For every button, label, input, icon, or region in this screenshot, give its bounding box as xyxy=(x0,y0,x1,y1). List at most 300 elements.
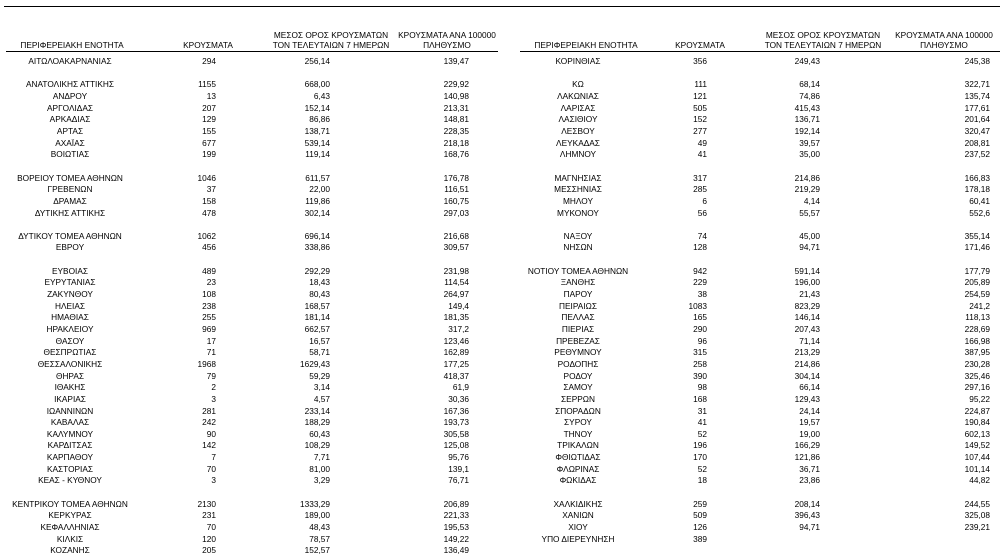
right-cell-cases: 121 xyxy=(693,91,707,101)
left-cell-per100k: 149,22 xyxy=(443,533,469,544)
right-cell-avg7: 214,86 xyxy=(794,172,820,183)
right-cell-per100k: 322,71 xyxy=(964,79,990,90)
left-cell-cases: 1155 xyxy=(198,79,216,90)
right-cell-region: ΣΑΜΟΥ xyxy=(563,382,593,393)
left-cell-region: ΘΑΣΟΥ xyxy=(55,335,85,346)
left-cell-avg7: 189,00 xyxy=(304,510,330,521)
left-cell-cases: 158 xyxy=(202,195,216,206)
left-cell-region: ΗΛΕΙΑΣ xyxy=(54,300,86,311)
left-cell-region: ΑΝΑΤΟΛΙΚΗΣ ΑΤΤΙΚΗΣ xyxy=(25,79,115,90)
right-cell-region: ΦΩΚΙΔΑΣ xyxy=(559,475,597,486)
header-region-right: ΠΕΡΙΦΕΡΕΙΑΚΗ ΕΝΟΤΗΤΑ xyxy=(534,40,638,50)
left-cell-region: ΚΑΡΠΑΘΟΥ xyxy=(46,452,94,463)
right-cell-avg7: 823,29 xyxy=(794,300,820,311)
left-cell-cases: 70 xyxy=(206,463,216,474)
left-cell-avg7: 22,00 xyxy=(309,184,330,195)
right-cell-avg7: 94,71 xyxy=(799,242,820,253)
left-cell-cases: 242 xyxy=(202,417,216,428)
right-cell-region: ΜΑΓΝΗΣΙΑΣ xyxy=(554,172,602,183)
right-cell-cases: 6 xyxy=(702,195,707,206)
left-cell-avg7: 58,71 xyxy=(309,347,330,358)
left-cell-cases: 142 xyxy=(202,440,216,451)
left-cell-per100k: 177,25 xyxy=(443,358,469,369)
left-cell-avg7: 188,29 xyxy=(304,417,330,428)
left-cell-cases: 969 xyxy=(202,323,216,334)
left-cell-avg7: 60,43 xyxy=(309,428,330,439)
right-cell-region: ΛΑΣΙΘΙΟΥ xyxy=(558,114,598,125)
left-cell-avg7: 302,14 xyxy=(304,207,330,218)
left-cell-per100k: 193,73 xyxy=(443,417,469,428)
left-cell-cases: 294 xyxy=(202,56,216,66)
right-cell-per100k: 166,98 xyxy=(964,335,990,346)
left-cell-per100k: 206,89 xyxy=(443,498,469,509)
left-cell-cases: 231 xyxy=(202,510,216,521)
right-cell-per100k: 149,52 xyxy=(964,440,990,451)
left-cell-cases: 17 xyxy=(206,335,216,346)
right-cell-per100k: 239,21 xyxy=(964,522,990,532)
right-cell-region: ΧΑΝΙΩΝ xyxy=(562,510,594,521)
right-cell-cases: 168 xyxy=(693,393,707,404)
left-cell-avg7: 1333,29 xyxy=(300,498,330,509)
right-cell-region: ΦΘΙΩΤΙΔΑΣ xyxy=(555,452,601,463)
right-cell-region: ΧΑΛΚΙΔΙΚΗΣ xyxy=(553,498,603,509)
header-avg7-right: ΜΕΣΟΣ ΟΡΟΣ ΚΡΟΥΣΜΑΤΩΝ ΤΟΝ ΤΕΛΕΥΤΑΙΩΝ 7 ΗΜΕΡΩΝ xyxy=(764,30,882,50)
right-cell-cases: 98 xyxy=(697,382,707,393)
right-cell-per100k: 208,81 xyxy=(964,137,990,148)
left-cell-per100k: 139,1 xyxy=(448,463,469,474)
right-cell-cases: 128 xyxy=(693,242,707,253)
right-cell-per100k: 320,47 xyxy=(964,125,990,136)
left-cell-per100k: 116,51 xyxy=(444,184,469,195)
right-cell-cases: 52 xyxy=(697,463,707,474)
right-cell-per100k: 166,83 xyxy=(964,172,990,183)
right-cell-per100k: 254,59 xyxy=(964,289,990,299)
left-cell-region: ΚΕΡΚΥΡΑΣ xyxy=(48,510,92,521)
left-cell-avg7: 696,14 xyxy=(304,230,330,241)
right-cell-avg7: 21,43 xyxy=(799,289,820,299)
left-cell-per100k: 123,46 xyxy=(443,335,469,346)
left-cell-region: ΑΙΤΩΛΟΑΚΑΡΝΑΝΙΑΣ xyxy=(28,56,112,66)
left-cell-region: ΑΝΔΡΟΥ xyxy=(52,91,88,101)
right-cell-cases: 356 xyxy=(693,56,707,66)
right-cell-per100k: 107,44 xyxy=(964,452,990,463)
left-cell-avg7: 86,86 xyxy=(309,114,330,125)
left-cell-per100k: 213,31 xyxy=(443,102,469,113)
right-cell-region: ΤΗΝΟΥ xyxy=(563,428,593,439)
left-cell-cases: 489 xyxy=(202,265,216,276)
left-cell-avg7: 138,71 xyxy=(304,125,330,136)
left-cell-region: ΒΟΡΕΙΟΥ ΤΟΜΕΑ ΑΘΗΝΩΝ xyxy=(17,172,123,183)
left-cell-region: ΓΡΕΒΕΝΩΝ xyxy=(47,184,93,195)
left-cell-cases: 7 xyxy=(211,452,216,463)
left-cell-cases: 1968 xyxy=(197,358,216,369)
right-cell-cases: 1083 xyxy=(688,300,707,311)
left-cell-per100k: 168,76 xyxy=(443,149,469,160)
right-cell-region: ΡΟΔΟΥ xyxy=(563,370,593,381)
right-cell-per100k: 355,14 xyxy=(964,230,990,241)
right-cell-cases: 41 xyxy=(697,149,707,160)
right-cell-cases: 170 xyxy=(693,452,707,463)
right-cell-avg7: 39,57 xyxy=(799,137,820,148)
left-cell-cases: 79 xyxy=(206,370,216,381)
left-cell-per100k: 216,68 xyxy=(443,230,469,241)
header-per100k-left: ΚΡΟΥΣΜΑΤΑ ΑΝΑ 100000 ΠΛΗΘΥΣΜΟ xyxy=(398,30,496,50)
left-cell-region: ΔΥΤΙΚΗΣ ΑΤΤΙΚΗΣ xyxy=(34,207,106,218)
right-cell-avg7: 74,86 xyxy=(799,91,820,101)
left-cell-per100k: 61,9 xyxy=(452,382,469,393)
left-cell-avg7: 7,71 xyxy=(313,452,330,463)
right-cell-avg7: 4,14 xyxy=(803,195,820,206)
left-cell-region: ΘΕΣΣΑΛΟΝΙΚΗΣ xyxy=(37,358,103,369)
left-cell-region: ΚΕΦΑΛΛΗΝΙΑΣ xyxy=(40,522,100,532)
right-cell-cases: 315 xyxy=(693,347,707,358)
left-cell-avg7: 3,14 xyxy=(313,382,330,393)
left-cell-per100k: 30,36 xyxy=(448,393,469,404)
header-cases-left: ΚΡΟΥΣΜΑΤΑ xyxy=(183,40,233,50)
left-cell-region: ΚΟΖΑΝΗΣ xyxy=(50,545,90,556)
right-cell-region: ΣΥΡΟΥ xyxy=(564,417,592,428)
right-cell-cases: 942 xyxy=(693,265,707,276)
right-cell-avg7: 23,86 xyxy=(799,475,820,486)
left-cell-avg7: 292,29 xyxy=(304,265,330,276)
left-cell-per100k: 309,57 xyxy=(443,242,469,253)
left-cell-avg7: 152,57 xyxy=(304,545,330,556)
left-cell-avg7: 256,14 xyxy=(304,56,330,66)
right-cell-cases: 126 xyxy=(693,522,707,532)
right-cell-region: ΠΡΕΒΕΖΑΣ xyxy=(556,335,600,346)
right-cell-cases: 389 xyxy=(693,533,707,544)
left-cell-cases: 90 xyxy=(206,428,216,439)
left-cell-per100k: 162,89 xyxy=(443,347,469,358)
left-cell-region: ΔΡΑΜΑΣ xyxy=(53,195,87,206)
right-cell-region: ΠΑΡΟΥ xyxy=(563,289,593,299)
right-cell-region: ΧΙΟΥ xyxy=(568,522,588,532)
left-cell-region: ΗΜΑΘΙΑΣ xyxy=(51,312,89,323)
header-underline-left xyxy=(6,51,498,52)
right-cell-region: ΦΛΩΡΙΝΑΣ xyxy=(556,463,600,474)
left-cell-per100k: 136,49 xyxy=(443,545,469,556)
left-cell-avg7: 168,57 xyxy=(304,300,330,311)
left-cell-avg7: 3,29 xyxy=(313,475,330,486)
left-cell-cases: 456 xyxy=(202,242,216,253)
right-cell-per100k: 135,74 xyxy=(964,91,990,101)
right-cell-cases: 56 xyxy=(697,207,707,218)
right-cell-avg7: 55,57 xyxy=(799,207,820,218)
right-cell-avg7: 136,71 xyxy=(794,114,820,125)
right-cell-region: ΛΕΥΚΑΔΑΣ xyxy=(556,137,600,148)
left-cell-avg7: 668,00 xyxy=(304,79,330,90)
right-cell-region: ΠΕΙΡΑΙΩΣ xyxy=(559,300,597,311)
left-cell-per100k: 221,33 xyxy=(443,510,469,521)
left-cell-cases: 205 xyxy=(202,545,216,556)
right-cell-per100k: 387,95 xyxy=(964,347,990,358)
right-cell-avg7: 196,00 xyxy=(794,277,820,288)
left-cell-avg7: 4,57 xyxy=(313,393,330,404)
right-cell-per100k: 190,84 xyxy=(964,417,990,428)
right-cell-cases: 18 xyxy=(697,475,707,486)
right-cell-avg7: 94,71 xyxy=(799,522,820,532)
header-region-left: ΠΕΡΙΦΕΡΕΙΑΚΗ ΕΝΟΤΗΤΑ xyxy=(20,40,124,50)
right-cell-per100k: 177,79 xyxy=(964,265,990,276)
left-cell-region: ΕΥΡΥΤΑΝΙΑΣ xyxy=(44,277,96,288)
right-cell-avg7: 304,14 xyxy=(794,370,820,381)
right-cell-cases: 285 xyxy=(693,184,707,195)
right-cell-cases: 277 xyxy=(693,125,707,136)
left-cell-per100k: 140,98 xyxy=(443,91,469,101)
right-cell-region: ΝΑΞΟΥ xyxy=(563,230,593,241)
left-cell-per100k: 167,36 xyxy=(443,405,469,416)
left-cell-cases: 1046 xyxy=(197,172,216,183)
left-cell-region: ΘΕΣΠΡΩΤΙΑΣ xyxy=(43,347,97,358)
left-cell-per100k: 218,18 xyxy=(443,137,469,148)
right-cell-per100k: 245,38 xyxy=(964,56,990,66)
left-cell-per100k: 125,08 xyxy=(443,440,469,451)
right-cell-avg7: 121,86 xyxy=(794,452,820,463)
right-cell-cases: 317 xyxy=(693,172,707,183)
right-cell-region: ΝΟΤΙΟΥ ΤΟΜΕΑ ΑΘΗΝΩΝ xyxy=(527,265,629,276)
right-cell-avg7: 68,14 xyxy=(799,79,820,90)
left-cell-avg7: 78,57 xyxy=(309,533,330,544)
right-cell-per100k: 44,82 xyxy=(969,475,990,486)
left-cell-cases: 120 xyxy=(202,533,216,544)
left-cell-avg7: 662,57 xyxy=(304,323,330,334)
left-cell-cases: 255 xyxy=(202,312,216,323)
right-cell-cases: 31 xyxy=(697,405,707,416)
right-cell-region: ΣΕΡΡΩΝ xyxy=(561,393,595,404)
right-cell-region: ΜΥΚΟΝΟΥ xyxy=(557,207,599,218)
right-cell-cases: 111 xyxy=(694,79,707,90)
top-border xyxy=(4,6,1000,7)
left-cell-avg7: 59,29 xyxy=(309,370,330,381)
left-cell-cases: 2 xyxy=(211,382,216,393)
left-cell-region: ΒΟΙΩΤΙΑΣ xyxy=(50,149,90,160)
right-cell-per100k: 201,64 xyxy=(964,114,990,125)
left-cell-per100k: 76,71 xyxy=(448,475,469,486)
left-cell-region: ΙΘΑΚΗΣ xyxy=(54,382,86,393)
right-cell-cases: 259 xyxy=(693,498,707,509)
left-cell-cases: 37 xyxy=(206,184,216,195)
right-cell-region: ΣΠΟΡΑΔΩΝ xyxy=(555,405,601,416)
left-cell-cases: 71 xyxy=(206,347,216,358)
left-cell-region: ΚΕΝΤΡΙΚΟΥ ΤΟΜΕΑ ΑΘΗΝΩΝ xyxy=(12,498,128,509)
right-cell-avg7: 208,14 xyxy=(794,498,820,509)
left-cell-per100k: 231,98 xyxy=(443,265,469,276)
left-cell-region: ΕΒΡΟΥ xyxy=(55,242,85,253)
left-cell-per100k: 95,76 xyxy=(448,452,469,463)
left-cell-avg7: 119,86 xyxy=(305,195,330,206)
right-cell-avg7: 45,00 xyxy=(799,230,820,241)
right-cell-per100k: 60,41 xyxy=(969,195,990,206)
right-cell-cases: 38 xyxy=(697,289,707,299)
right-cell-cases: 41 xyxy=(697,417,707,428)
left-cell-region: ΕΥΒΟΙΑΣ xyxy=(51,265,89,276)
right-cell-region: ΚΩ xyxy=(572,79,584,90)
right-cell-cases: 258 xyxy=(693,358,707,369)
right-cell-per100k: 230,28 xyxy=(964,358,990,369)
left-cell-cases: 129 xyxy=(202,114,216,125)
left-cell-region: ΚΙΛΚΙΣ xyxy=(56,533,84,544)
right-cell-cases: 390 xyxy=(693,370,707,381)
left-cell-per100k: 229,92 xyxy=(443,79,469,90)
right-cell-per100k: 325,46 xyxy=(964,370,990,381)
left-cell-region: ΚΑΛΥΜΝΟΥ xyxy=(46,428,94,439)
left-cell-region: ΙΩΑΝΝΙΝΩΝ xyxy=(46,405,94,416)
left-cell-per100k: 139,47 xyxy=(443,56,469,66)
left-cell-avg7: 119,14 xyxy=(305,149,330,160)
left-cell-region: ΗΡΑΚΛΕΙΟΥ xyxy=(46,323,94,334)
right-cell-avg7: 71,14 xyxy=(799,335,820,346)
left-cell-avg7: 233,14 xyxy=(304,405,330,416)
header-avg7-left: ΜΕΣΟΣ ΟΡΟΣ ΚΡΟΥΣΜΑΤΩΝ ΤΟΝ ΤΕΛΕΥΤΑΙΩΝ 7 ΗΜΕΡΩΝ xyxy=(272,30,390,50)
right-cell-cases: 505 xyxy=(693,102,707,113)
left-cell-per100k: 195,53 xyxy=(443,522,469,532)
right-cell-per100k: 224,87 xyxy=(964,405,990,416)
right-cell-region: ΡΕΘΥΜΝΟΥ xyxy=(554,347,602,358)
header-cases-right: ΚΡΟΥΣΜΑΤΑ xyxy=(675,40,725,50)
right-cell-per100k: 237,52 xyxy=(964,149,990,160)
left-cell-cases: 70 xyxy=(206,522,216,532)
right-cell-cases: 96 xyxy=(697,335,707,346)
left-cell-cases: 478 xyxy=(202,207,216,218)
left-cell-region: ΘΗΡΑΣ xyxy=(55,370,85,381)
right-cell-cases: 196 xyxy=(693,440,707,451)
right-cell-per100k: 297,16 xyxy=(964,382,990,393)
right-cell-region: ΚΟΡΙΝΘΙΑΣ xyxy=(555,56,601,66)
right-cell-region: ΜΕΣΣΗΝΙΑΣ xyxy=(554,184,602,195)
right-cell-per100k: 118,13 xyxy=(965,312,990,323)
left-cell-avg7: 152,14 xyxy=(304,102,330,113)
right-cell-cases: 49 xyxy=(697,137,707,148)
right-cell-per100k: 552,6 xyxy=(969,207,990,218)
left-cell-region: ΑΧΑΪΑΣ xyxy=(55,137,85,148)
right-cell-per100k: 205,89 xyxy=(964,277,990,288)
right-cell-per100k: 244,55 xyxy=(964,498,990,509)
right-cell-region: ΝΗΣΩΝ xyxy=(563,242,593,253)
right-cell-cases: 152 xyxy=(693,114,707,125)
right-cell-region: ΞΑΝΘΗΣ xyxy=(560,277,596,288)
left-cell-per100k: 317,2 xyxy=(448,323,469,334)
right-cell-per100k: 178,18 xyxy=(964,184,990,195)
left-cell-region: ΖΑΚΥΝΘΟΥ xyxy=(47,289,93,299)
header-per100k-right: ΚΡΟΥΣΜΑΤΑ ΑΝΑ 100000 ΠΛΗΘΥΣΜΟ xyxy=(895,30,993,50)
left-cell-cases: 23 xyxy=(206,277,216,288)
left-cell-cases: 13 xyxy=(206,91,216,101)
left-cell-per100k: 160,75 xyxy=(443,195,469,206)
right-cell-avg7: 415,43 xyxy=(794,102,820,113)
left-cell-avg7: 181,14 xyxy=(304,312,330,323)
right-cell-avg7: 591,14 xyxy=(794,265,820,276)
right-cell-avg7: 249,43 xyxy=(794,56,820,66)
left-cell-avg7: 338,86 xyxy=(304,242,330,253)
left-cell-cases: 1062 xyxy=(197,230,216,241)
right-cell-region: ΠΕΛΛΑΣ xyxy=(561,312,595,323)
left-cell-cases: 238 xyxy=(202,300,216,311)
left-cell-avg7: 48,43 xyxy=(309,522,330,532)
right-cell-per100k: 177,61 xyxy=(964,102,990,113)
right-cell-avg7: 36,71 xyxy=(799,463,820,474)
right-cell-cases: 229 xyxy=(693,277,707,288)
left-cell-per100k: 176,78 xyxy=(443,172,469,183)
right-cell-avg7: 19,00 xyxy=(799,428,820,439)
left-cell-region: ΑΡΚΑΔΙΑΣ xyxy=(49,114,91,125)
left-cell-per100k: 148,81 xyxy=(443,114,469,125)
right-cell-avg7: 192,14 xyxy=(794,125,820,136)
header-underline-right xyxy=(520,51,1000,52)
left-cell-region: ΚΑΣΤΟΡΙΑΣ xyxy=(46,463,94,474)
right-cell-region: ΜΗΛΟΥ xyxy=(563,195,593,206)
left-cell-region: ΙΚΑΡΙΑΣ xyxy=(54,393,86,404)
left-cell-avg7: 18,43 xyxy=(309,277,330,288)
right-cell-region: ΛΗΜΝΟΥ xyxy=(559,149,597,160)
right-cell-avg7: 213,29 xyxy=(794,347,820,358)
left-cell-per100k: 114,54 xyxy=(444,277,469,288)
left-cell-cases: 2130 xyxy=(197,498,216,509)
right-cell-avg7: 166,29 xyxy=(794,440,820,451)
right-cell-region: ΤΡΙΚΑΛΩΝ xyxy=(557,440,599,451)
right-cell-cases: 290 xyxy=(693,323,707,334)
right-cell-per100k: 171,46 xyxy=(964,242,990,253)
right-cell-avg7: 24,14 xyxy=(799,405,820,416)
right-cell-per100k: 325,08 xyxy=(964,510,990,521)
right-cell-per100k: 95,22 xyxy=(969,393,990,404)
left-cell-avg7: 80,43 xyxy=(309,289,330,299)
right-cell-region: ΛΑΚΩΝΙΑΣ xyxy=(557,91,599,101)
right-cell-cases: 165 xyxy=(693,312,707,323)
right-cell-region: ΥΠΟ ΔΙΕΡΕΥΝΗΣΗ xyxy=(541,533,615,544)
left-cell-per100k: 228,35 xyxy=(443,125,469,136)
left-cell-cases: 207 xyxy=(202,102,216,113)
left-cell-avg7: 539,14 xyxy=(304,137,330,148)
right-cell-per100k: 241,2 xyxy=(969,300,990,311)
right-cell-avg7: 207,43 xyxy=(794,323,820,334)
right-cell-per100k: 228,69 xyxy=(964,323,990,334)
right-cell-avg7: 129,43 xyxy=(794,393,820,404)
left-cell-per100k: 181,35 xyxy=(443,312,469,323)
left-cell-cases: 3 xyxy=(211,475,216,486)
right-cell-cases: 52 xyxy=(697,428,707,439)
left-cell-per100k: 264,97 xyxy=(443,289,469,299)
right-cell-cases: 509 xyxy=(693,510,707,521)
left-cell-avg7: 16,57 xyxy=(309,335,330,346)
left-cell-region: ΚΑΡΔΙΤΣΑΣ xyxy=(47,440,93,451)
left-cell-cases: 155 xyxy=(202,125,216,136)
right-cell-cases: 74 xyxy=(697,230,707,241)
left-cell-region: ΔΥΤΙΚΟΥ ΤΟΜΕΑ ΑΘΗΝΩΝ xyxy=(18,230,122,241)
left-cell-cases: 199 xyxy=(202,149,216,160)
left-cell-avg7: 1629,43 xyxy=(300,358,330,369)
left-cell-per100k: 305,58 xyxy=(443,428,469,439)
left-cell-per100k: 418,37 xyxy=(443,370,469,381)
left-cell-region: ΑΡΓΟΛΙΔΑΣ xyxy=(47,102,93,113)
left-cell-per100k: 297,03 xyxy=(443,207,469,218)
left-cell-cases: 3 xyxy=(211,393,216,404)
right-cell-region: ΡΟΔΟΠΗΣ xyxy=(557,358,599,369)
right-cell-avg7: 66,14 xyxy=(799,382,820,393)
left-cell-avg7: 611,57 xyxy=(305,172,330,183)
right-cell-avg7: 396,43 xyxy=(794,510,820,521)
left-cell-region: ΑΡΤΑΣ xyxy=(56,125,84,136)
left-cell-cases: 281 xyxy=(202,405,216,416)
right-cell-avg7: 19,57 xyxy=(799,417,820,428)
left-cell-cases: 108 xyxy=(202,289,216,299)
right-cell-region: ΛΕΣΒΟΥ xyxy=(561,125,595,136)
right-cell-per100k: 602,13 xyxy=(964,428,990,439)
right-cell-avg7: 219,29 xyxy=(794,184,820,195)
right-cell-per100k: 101,14 xyxy=(964,463,990,474)
left-cell-region: ΚΕΑΣ - ΚΥΘΝΟΥ xyxy=(38,475,102,486)
left-cell-avg7: 6,43 xyxy=(313,91,330,101)
left-cell-region: ΚΑΒΑΛΑΣ xyxy=(50,417,90,428)
